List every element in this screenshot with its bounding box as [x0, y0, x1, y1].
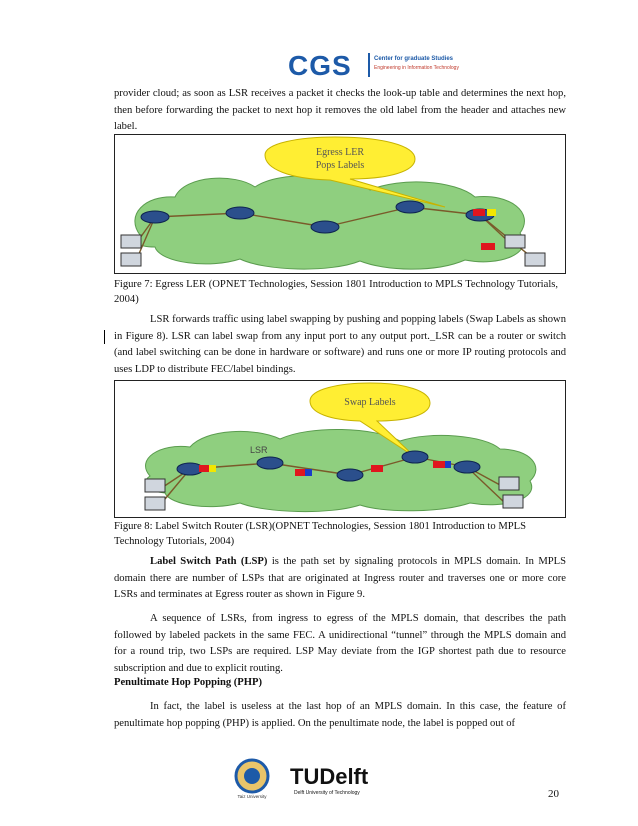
figure-8-image	[114, 380, 566, 518]
packet-label-red	[481, 243, 495, 250]
paragraph-4: A sequence of LSRs, from ingress to egress of the MPLS domain, that describes the path followed by labeled packets in the same FEC. A unidirectional “tunnel” through the MPLS domain and for a round trip, two LSPs are required. LSP May deviate from the IGP shortest path due to resource subscription and due to explicit routing.	[114, 613, 566, 674]
figure-8-caption: Figure 8: Label Switch Router (LSR)(OPNET Technologies, Session 1801 Introduction to MPLS Technology Tutorials, 2004)	[114, 521, 526, 547]
logo-divider	[368, 53, 370, 77]
tudelft-text: TUDelft	[290, 764, 369, 789]
router-icon	[226, 207, 254, 219]
computer-icon	[505, 235, 525, 248]
label-red	[371, 465, 383, 472]
revision-bar	[104, 330, 105, 344]
label-yellow	[487, 209, 496, 216]
computer-icon	[499, 477, 519, 490]
router-icon	[454, 461, 480, 473]
logo-subtitle-2: Engineering in Information Technology	[374, 65, 459, 71]
paragraph-1: provider cloud; as soon as LSR receives a packet it checks the look-up table and determines the next hop, then before forwarding the packet to next hop it removes the old label from the header and attaches new label.	[114, 88, 566, 132]
logo-text: CGS	[288, 50, 352, 81]
computer-icon	[121, 253, 141, 266]
section-heading: Penultimate Hop Popping (PHP)	[114, 677, 263, 688]
label-red	[473, 209, 485, 216]
router-icon	[257, 457, 283, 469]
figure-7-caption: Figure 7: Egress LER (OPNET Technologies, Session 1801 Introduction to MPLS Technology Tutorials, 2004)	[114, 279, 559, 305]
paragraph-5: In fact, the label is useless at the last hop of an MPLS domain. In this case, the feature of penultimate hop popping (PHP) is applied. On the penultimate node, the label is popped out of	[114, 701, 566, 729]
label-red	[199, 465, 209, 472]
taiz-label: Taiz University	[237, 794, 267, 799]
router-icon	[141, 211, 169, 223]
label-yellow	[209, 465, 216, 472]
computer-icon	[503, 495, 523, 508]
router-icon	[311, 221, 339, 233]
callout-line-1: Egress LER	[315, 147, 365, 158]
callout-line-2: Pops Labels	[315, 160, 365, 171]
callout-text: Swap Labels	[344, 397, 396, 408]
label-red	[295, 469, 305, 476]
header-logo	[288, 50, 488, 82]
figure-7-image	[114, 134, 566, 274]
figure-8-diagram	[115, 381, 565, 517]
taiz-university-logo	[232, 758, 272, 802]
lsp-text: is the path set by signaling protocols in MPLS domain. In MPLS domain there are number of LSPs that are originated at Ingress router and traverses one or more core LSRs and terminates at Egress router as shown in Figure 9.	[114, 556, 567, 600]
label-blue	[445, 461, 451, 468]
label-blue	[305, 469, 312, 476]
label-red	[433, 461, 445, 468]
taiz-emblem-icon	[232, 758, 272, 794]
router-icon	[402, 451, 428, 463]
computer-icon	[121, 235, 141, 248]
page-number: 20	[548, 788, 559, 800]
computer-icon	[145, 497, 165, 510]
lsp-term: Label Switch Path (LSP)	[150, 556, 268, 567]
computer-icon	[145, 479, 165, 492]
computer-icon	[525, 253, 545, 266]
figure-7-diagram	[115, 135, 565, 273]
paragraph-3	[114, 554, 566, 604]
logo-subtitle-1: Center for graduate Studies	[374, 56, 454, 62]
tudelft-subtitle: Delft University of Technology	[294, 790, 360, 796]
lsr-label: LSR	[250, 445, 268, 455]
paragraph-2: LSR forwards traffic using label swapping by pushing and popping labels (Swap Labels as shown in Figure 8). LSR can label swap from any input port to any output port._LSR can be a router or switch (and label switching can be done in hardware or software) and runs one or more IP routing protocols and uses LDP to distribute FEC/label bindings.	[114, 314, 566, 375]
tudelft-logo	[290, 764, 410, 800]
router-icon	[396, 201, 424, 213]
router-icon	[337, 469, 363, 481]
